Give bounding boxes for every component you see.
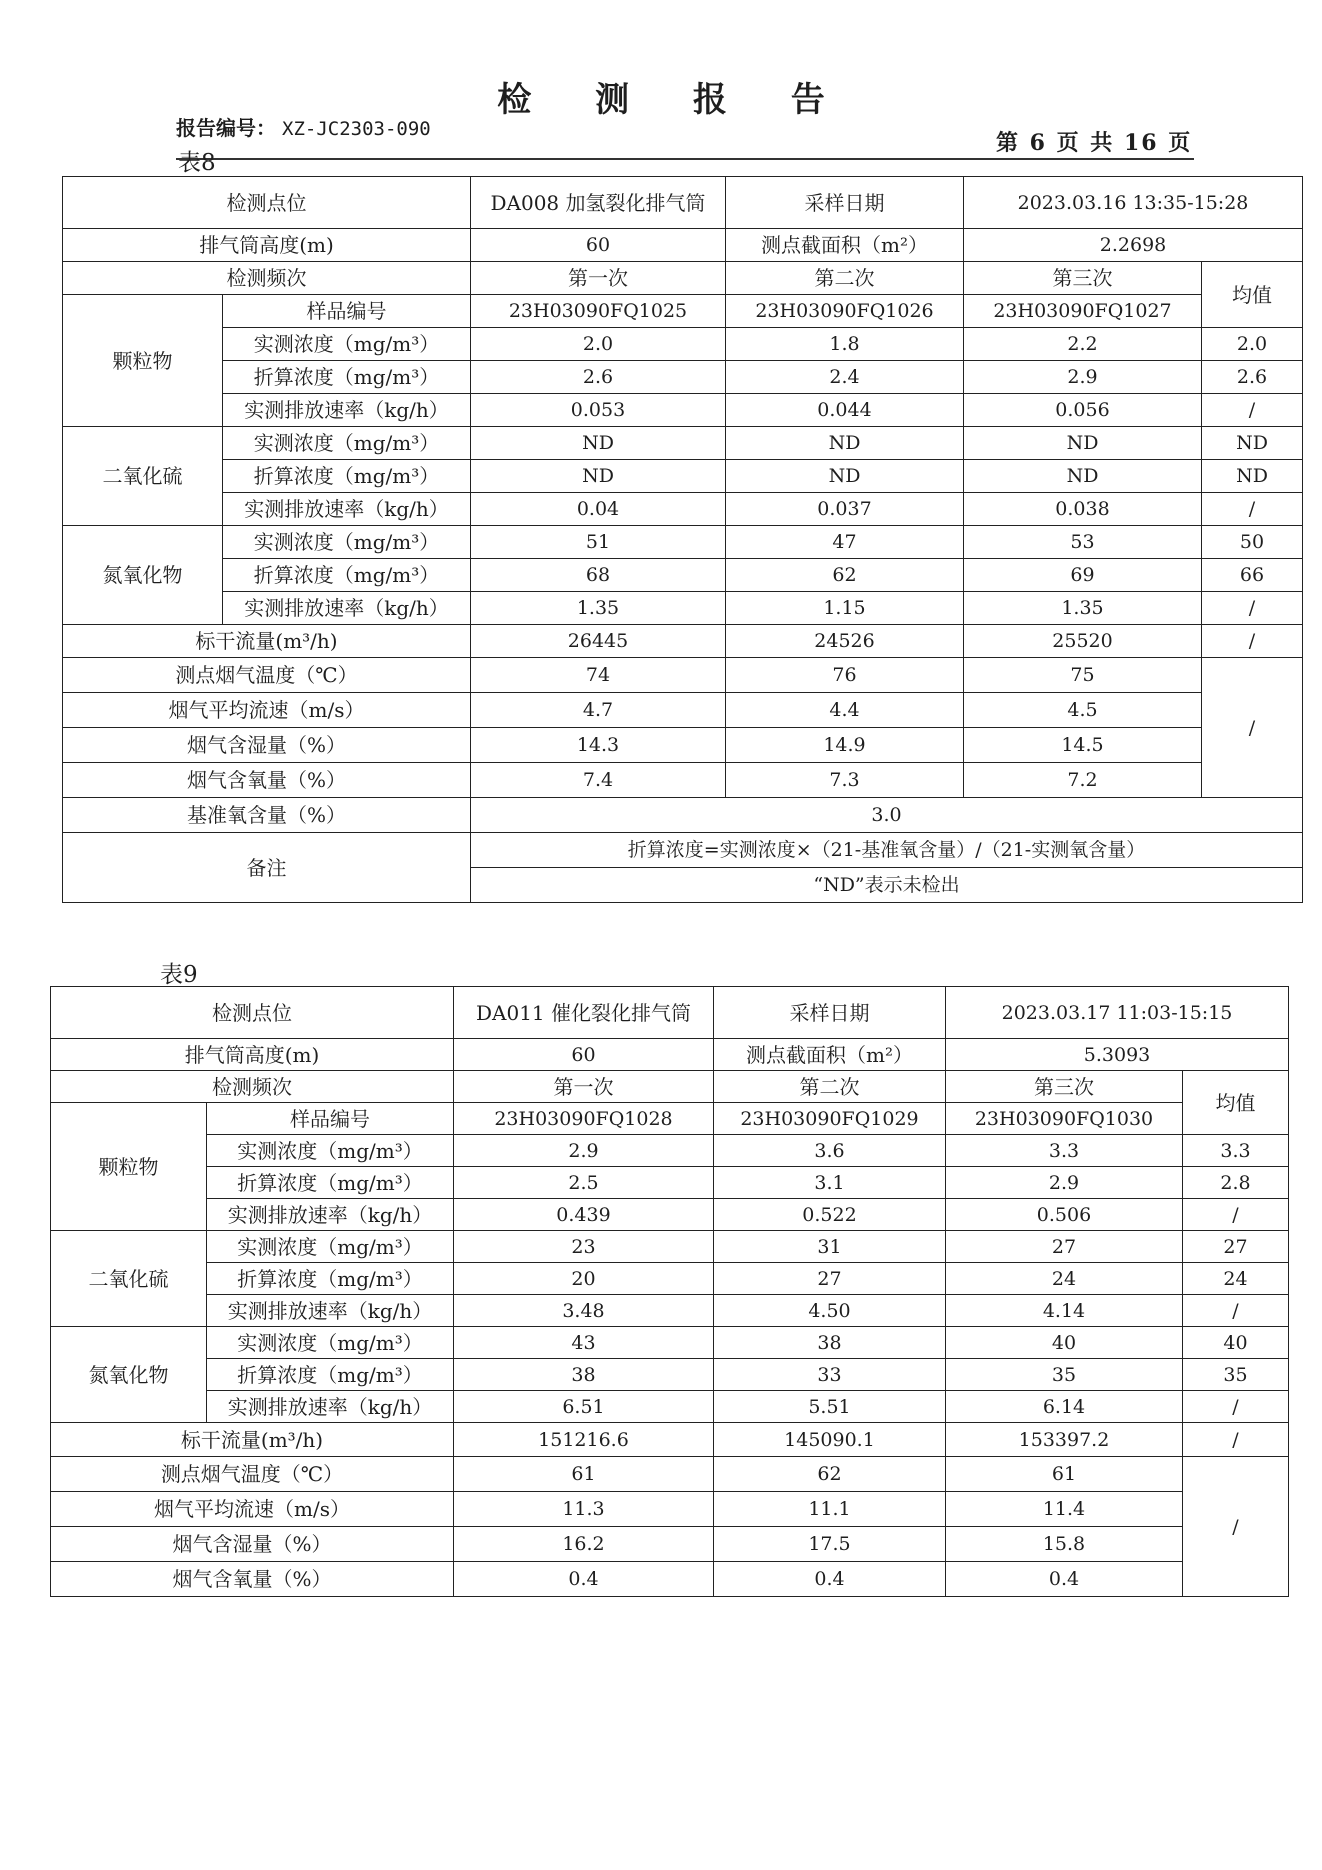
measured-value: 1.35 bbox=[964, 592, 1202, 625]
average-value: ND bbox=[1202, 460, 1303, 493]
flue-gas-value: 11.3 bbox=[454, 1492, 714, 1527]
remarks-label: 备注 bbox=[63, 833, 471, 903]
table-row bbox=[63, 592, 1303, 625]
measured-value: 0.037 bbox=[726, 493, 964, 526]
flue-gas-value: 7.2 bbox=[964, 763, 1202, 798]
run-header: 第三次 bbox=[946, 1071, 1183, 1103]
parameter-label: 折算浓度（mg/m³） bbox=[223, 559, 471, 592]
table-row bbox=[51, 1135, 1289, 1167]
sample-id: 23H03090FQ1027 bbox=[964, 295, 1202, 328]
header-rule bbox=[176, 158, 1194, 160]
date-value: 2023.03.17 11:03-15:15 bbox=[946, 987, 1289, 1039]
page-title: 检 测 报 告 bbox=[497, 80, 851, 120]
measured-value: 5.51 bbox=[714, 1391, 946, 1423]
table-row bbox=[63, 625, 1303, 658]
table-row bbox=[63, 833, 1303, 868]
flue-gas-value: 62 bbox=[714, 1457, 946, 1492]
flue-gas-value: 74 bbox=[471, 658, 726, 693]
reference-oxygen-label: 基准氧含量（%） bbox=[63, 798, 471, 833]
table-row bbox=[51, 1199, 1289, 1231]
table-row bbox=[63, 394, 1303, 427]
table-row bbox=[63, 177, 1303, 229]
flue-gas-value: 4.4 bbox=[726, 693, 964, 728]
measured-value: 3.48 bbox=[454, 1295, 714, 1327]
average-value: ND bbox=[1202, 427, 1303, 460]
point-label: 检测点位 bbox=[63, 177, 471, 229]
table-row bbox=[51, 1391, 1289, 1423]
section-area-value: 2.2698 bbox=[964, 229, 1303, 262]
table-row bbox=[63, 229, 1303, 262]
flue-gas-label: 烟气含湿量（%） bbox=[63, 728, 471, 763]
table-row bbox=[51, 1295, 1289, 1327]
pollutant-name: 颗粒物 bbox=[63, 295, 223, 427]
run-header: 第一次 bbox=[454, 1071, 714, 1103]
flue-gas-label: 烟气含氧量（%） bbox=[63, 763, 471, 798]
table-row bbox=[63, 763, 1303, 798]
measured-value: 69 bbox=[964, 559, 1202, 592]
section-area-label: 测点截面积（m²） bbox=[726, 229, 964, 262]
flue-gas-label: 测点烟气温度（℃） bbox=[51, 1457, 454, 1492]
measured-value: 0.04 bbox=[471, 493, 726, 526]
run-header: 第二次 bbox=[714, 1071, 946, 1103]
frequency-label: 检测频次 bbox=[51, 1071, 454, 1103]
measured-value: 0.439 bbox=[454, 1199, 714, 1231]
table-row bbox=[51, 1359, 1289, 1391]
parameter-label: 实测排放速率（kg/h） bbox=[223, 592, 471, 625]
sample-id: 23H03090FQ1029 bbox=[714, 1103, 946, 1135]
measured-value: 1.8 bbox=[726, 328, 964, 361]
table-row bbox=[63, 328, 1303, 361]
measured-value: 0.053 bbox=[471, 394, 726, 427]
measured-value: ND bbox=[964, 460, 1202, 493]
pollutant-name: 氮氧化物 bbox=[63, 526, 223, 625]
sample-id-label: 样品编号 bbox=[207, 1103, 454, 1135]
table-row bbox=[63, 798, 1303, 833]
run-header: 第三次 bbox=[964, 262, 1202, 295]
parameter-label: 折算浓度（mg/m³） bbox=[223, 460, 471, 493]
parameter-label: 实测浓度（mg/m³） bbox=[207, 1135, 454, 1167]
average-value: / bbox=[1202, 592, 1303, 625]
table-row bbox=[51, 1423, 1289, 1457]
measured-value: 2.2 bbox=[964, 328, 1202, 361]
measured-value: ND bbox=[726, 427, 964, 460]
measured-value: 20 bbox=[454, 1263, 714, 1295]
stack-height-label: 排气筒高度(m) bbox=[63, 229, 471, 262]
measured-value: 2.9 bbox=[454, 1135, 714, 1167]
parameter-label: 实测浓度（mg/m³） bbox=[223, 427, 471, 460]
flue-gas-value: 0.4 bbox=[946, 1562, 1183, 1597]
flue-gas-average: / bbox=[1202, 658, 1303, 798]
flue-gas-average: / bbox=[1183, 1457, 1289, 1597]
parameter-label: 折算浓度（mg/m³） bbox=[207, 1167, 454, 1199]
table-row bbox=[63, 262, 1303, 295]
flow-rate-label: 标干流量(m³/h) bbox=[63, 625, 471, 658]
table-row bbox=[63, 295, 1303, 328]
average-value: 3.3 bbox=[1183, 1135, 1289, 1167]
measured-value: 33 bbox=[714, 1359, 946, 1391]
flue-gas-label: 烟气含氧量（%） bbox=[51, 1562, 454, 1597]
parameter-label: 折算浓度（mg/m³） bbox=[207, 1263, 454, 1295]
measured-value: 0.506 bbox=[946, 1199, 1183, 1231]
table-9-label: 表9 bbox=[160, 962, 198, 988]
flue-gas-value: 14.5 bbox=[964, 728, 1202, 763]
table-8 bbox=[62, 176, 1303, 903]
table-row bbox=[63, 526, 1303, 559]
flue-gas-value: 0.4 bbox=[714, 1562, 946, 1597]
section-area-label: 测点截面积（m²） bbox=[714, 1039, 946, 1071]
table-row bbox=[51, 1231, 1289, 1263]
table-row bbox=[51, 1167, 1289, 1199]
measured-value: 38 bbox=[714, 1327, 946, 1359]
measured-value: 27 bbox=[714, 1263, 946, 1295]
measured-value: 47 bbox=[726, 526, 964, 559]
report-number bbox=[176, 112, 431, 141]
stack-height-value: 60 bbox=[454, 1039, 714, 1071]
remark-text: “ND”表示未检出 bbox=[471, 868, 1303, 903]
frequency-label: 检测频次 bbox=[63, 262, 471, 295]
flue-gas-value: 7.4 bbox=[471, 763, 726, 798]
measured-value: 40 bbox=[946, 1327, 1183, 1359]
table-row bbox=[51, 1492, 1289, 1527]
flue-gas-value: 0.4 bbox=[454, 1562, 714, 1597]
average-value: 50 bbox=[1202, 526, 1303, 559]
pollutant-name: 二氧化硫 bbox=[63, 427, 223, 526]
measured-value: 62 bbox=[726, 559, 964, 592]
reference-oxygen-value: 3.0 bbox=[471, 798, 1303, 833]
measured-value: 27 bbox=[946, 1231, 1183, 1263]
flue-gas-value: 76 bbox=[726, 658, 964, 693]
table-row bbox=[63, 493, 1303, 526]
average-value: / bbox=[1183, 1199, 1289, 1231]
average-value: 35 bbox=[1183, 1359, 1289, 1391]
stack-height-label: 排气筒高度(m) bbox=[51, 1039, 454, 1071]
flow-rate-value: 26445 bbox=[471, 625, 726, 658]
parameter-label: 实测浓度（mg/m³） bbox=[223, 526, 471, 559]
measured-value: 0.038 bbox=[964, 493, 1202, 526]
measured-value: 3.6 bbox=[714, 1135, 946, 1167]
pollutant-name: 颗粒物 bbox=[51, 1103, 207, 1231]
flue-gas-value: 75 bbox=[964, 658, 1202, 693]
average-value: / bbox=[1183, 1391, 1289, 1423]
parameter-label: 实测浓度（mg/m³） bbox=[223, 328, 471, 361]
flue-gas-value: 14.9 bbox=[726, 728, 964, 763]
measured-value: 3.1 bbox=[714, 1167, 946, 1199]
measured-value: ND bbox=[964, 427, 1202, 460]
remark-text: 折算浓度=实测浓度×（21-基准氧含量）/（21-实测氧含量） bbox=[471, 833, 1303, 868]
measured-value: 31 bbox=[714, 1231, 946, 1263]
average-value: / bbox=[1202, 493, 1303, 526]
flow-rate-value: 24526 bbox=[726, 625, 964, 658]
flow-rate-value: 25520 bbox=[964, 625, 1202, 658]
measured-value: 3.3 bbox=[946, 1135, 1183, 1167]
flue-gas-label: 烟气平均流速（m/s） bbox=[63, 693, 471, 728]
run-header: 第二次 bbox=[726, 262, 964, 295]
flue-gas-value: 61 bbox=[946, 1457, 1183, 1492]
measured-value: 38 bbox=[454, 1359, 714, 1391]
measured-value: 4.50 bbox=[714, 1295, 946, 1327]
table-row bbox=[51, 987, 1289, 1039]
flow-rate-label: 标干流量(m³/h) bbox=[51, 1423, 454, 1457]
measured-value: 2.5 bbox=[454, 1167, 714, 1199]
measured-value: 1.35 bbox=[471, 592, 726, 625]
flow-rate-average: / bbox=[1183, 1423, 1289, 1457]
flow-rate-value: 145090.1 bbox=[714, 1423, 946, 1457]
average-value: 2.8 bbox=[1183, 1167, 1289, 1199]
sample-id-label: 样品编号 bbox=[223, 295, 471, 328]
report-number-value: XZ-JC2303-090 bbox=[282, 118, 431, 140]
table-row bbox=[51, 1327, 1289, 1359]
table-row bbox=[63, 658, 1303, 693]
flow-rate-value: 153397.2 bbox=[946, 1423, 1183, 1457]
page-info: 第 6 页 共 16 页 bbox=[996, 130, 1193, 156]
point-value: DA011 催化裂化排气筒 bbox=[454, 987, 714, 1039]
measured-value: ND bbox=[471, 460, 726, 493]
flue-gas-value: 11.1 bbox=[714, 1492, 946, 1527]
table-row bbox=[63, 427, 1303, 460]
table-9 bbox=[50, 986, 1289, 1597]
table-row bbox=[63, 693, 1303, 728]
sample-id: 23H03090FQ1030 bbox=[946, 1103, 1183, 1135]
table-row bbox=[51, 1039, 1289, 1071]
sample-id: 23H03090FQ1028 bbox=[454, 1103, 714, 1135]
sample-id: 23H03090FQ1025 bbox=[471, 295, 726, 328]
point-label: 检测点位 bbox=[51, 987, 454, 1039]
average-value: 24 bbox=[1183, 1263, 1289, 1295]
flue-gas-value: 61 bbox=[454, 1457, 714, 1492]
date-label: 采样日期 bbox=[726, 177, 964, 229]
measured-value: 23 bbox=[454, 1231, 714, 1263]
measured-value: 68 bbox=[471, 559, 726, 592]
parameter-label: 实测排放速率（kg/h） bbox=[223, 493, 471, 526]
measured-value: 2.4 bbox=[726, 361, 964, 394]
measured-value: 43 bbox=[454, 1327, 714, 1359]
flue-gas-value: 4.7 bbox=[471, 693, 726, 728]
run-header: 第一次 bbox=[471, 262, 726, 295]
measured-value: 35 bbox=[946, 1359, 1183, 1391]
measured-value: 24 bbox=[946, 1263, 1183, 1295]
measured-value: 51 bbox=[471, 526, 726, 559]
flue-gas-value: 11.4 bbox=[946, 1492, 1183, 1527]
flue-gas-value: 16.2 bbox=[454, 1527, 714, 1562]
average-value: 2.0 bbox=[1202, 328, 1303, 361]
parameter-label: 折算浓度（mg/m³） bbox=[223, 361, 471, 394]
flow-rate-value: 151216.6 bbox=[454, 1423, 714, 1457]
measured-value: 4.14 bbox=[946, 1295, 1183, 1327]
average-header: 均值 bbox=[1202, 262, 1303, 328]
report-number-label: 报告编号： bbox=[176, 116, 276, 140]
table-8-label: 表8 bbox=[178, 150, 216, 176]
measured-value: 0.056 bbox=[964, 394, 1202, 427]
section-area-value: 5.3093 bbox=[946, 1039, 1289, 1071]
parameter-label: 实测排放速率（kg/h） bbox=[223, 394, 471, 427]
parameter-label: 实测浓度（mg/m³） bbox=[207, 1327, 454, 1359]
measured-value: 6.14 bbox=[946, 1391, 1183, 1423]
pollutant-name: 二氧化硫 bbox=[51, 1231, 207, 1327]
measured-value: 2.0 bbox=[471, 328, 726, 361]
average-value: / bbox=[1202, 394, 1303, 427]
table-row bbox=[51, 1527, 1289, 1562]
average-value: 27 bbox=[1183, 1231, 1289, 1263]
table-row bbox=[51, 1263, 1289, 1295]
parameter-label: 折算浓度（mg/m³） bbox=[207, 1359, 454, 1391]
flue-gas-value: 14.3 bbox=[471, 728, 726, 763]
measured-value: 2.9 bbox=[964, 361, 1202, 394]
flue-gas-value: 4.5 bbox=[964, 693, 1202, 728]
average-value: / bbox=[1183, 1295, 1289, 1327]
flue-gas-label: 烟气含湿量（%） bbox=[51, 1527, 454, 1562]
measured-value: 1.15 bbox=[726, 592, 964, 625]
average-value: 40 bbox=[1183, 1327, 1289, 1359]
pollutant-name: 氮氧化物 bbox=[51, 1327, 207, 1423]
flue-gas-label: 测点烟气温度（℃） bbox=[63, 658, 471, 693]
measured-value: 2.6 bbox=[471, 361, 726, 394]
measured-value: 0.044 bbox=[726, 394, 964, 427]
flow-rate-average: / bbox=[1202, 625, 1303, 658]
flue-gas-value: 15.8 bbox=[946, 1527, 1183, 1562]
stack-height-value: 60 bbox=[471, 229, 726, 262]
measured-value: 2.9 bbox=[946, 1167, 1183, 1199]
table-row bbox=[63, 559, 1303, 592]
flue-gas-label: 烟气平均流速（m/s） bbox=[51, 1492, 454, 1527]
sample-id: 23H03090FQ1026 bbox=[726, 295, 964, 328]
table-row bbox=[63, 361, 1303, 394]
measured-value: ND bbox=[726, 460, 964, 493]
average-value: 2.6 bbox=[1202, 361, 1303, 394]
measured-value: 6.51 bbox=[454, 1391, 714, 1423]
parameter-label: 实测浓度（mg/m³） bbox=[207, 1231, 454, 1263]
measured-value: 0.522 bbox=[714, 1199, 946, 1231]
table-row bbox=[63, 460, 1303, 493]
table-row bbox=[51, 1071, 1289, 1103]
table-row bbox=[51, 1103, 1289, 1135]
parameter-label: 实测排放速率（kg/h） bbox=[207, 1199, 454, 1231]
average-value: 66 bbox=[1202, 559, 1303, 592]
parameter-label: 实测排放速率（kg/h） bbox=[207, 1295, 454, 1327]
flue-gas-value: 17.5 bbox=[714, 1527, 946, 1562]
average-header: 均值 bbox=[1183, 1071, 1289, 1135]
parameter-label: 实测排放速率（kg/h） bbox=[207, 1391, 454, 1423]
table-row bbox=[51, 1457, 1289, 1492]
date-value: 2023.03.16 13:35-15:28 bbox=[964, 177, 1303, 229]
table-row bbox=[51, 1562, 1289, 1597]
measured-value: 53 bbox=[964, 526, 1202, 559]
flue-gas-value: 7.3 bbox=[726, 763, 964, 798]
measured-value: ND bbox=[471, 427, 726, 460]
point-value: DA008 加氢裂化排气筒 bbox=[471, 177, 726, 229]
date-label: 采样日期 bbox=[714, 987, 946, 1039]
table-row bbox=[63, 728, 1303, 763]
